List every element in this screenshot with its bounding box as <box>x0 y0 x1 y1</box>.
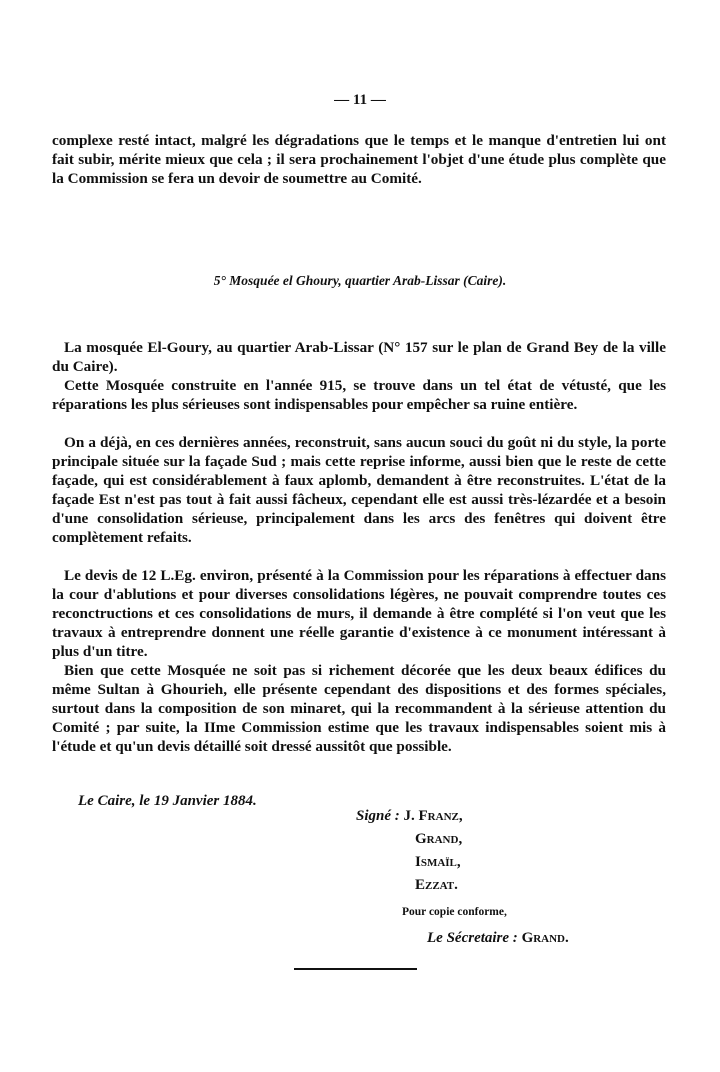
copy-note: Pour copie conforme, <box>402 906 507 918</box>
signature-name: Grand, <box>415 831 463 847</box>
secretary-name: Grand. <box>521 930 569 946</box>
signature-label: Signé : <box>356 808 400 824</box>
paragraph-reconstruction: On a déjà, en ces dernières années, reconstruit, sans aucun souci du goût ni du style, la porte principale située sur la façade Sud ; mais cette reprise informe, aussi bien que le reste de cette façade, qui est considérablement à faux aplomb, demandent à être reconstruites. L'état de la façade Est n'est pas tout à fait aussi fâcheux, cependant elle est aussi très-lézardée et a besoin d'une consolidation sérieuse, principalement dans les arcs des fenêtres qui doivent être complètement refaits. <box>52 434 666 546</box>
signature-name: Ismaïl, <box>415 854 461 870</box>
paragraph-construction: Cette Mosquée construite en l'année 915, se trouve dans un tel état de vétusté, que les réparations les plus sérieuses sont indispensables pour empêcher sa ruine entière. <box>52 377 666 413</box>
secretary-label: Le Sécretaire : <box>427 930 518 946</box>
secretary-line <box>427 930 569 947</box>
paragraph-reference: La mosquée El-Goury, au quartier Arab-Lissar (N° 157 sur le plan de Grand Bey de la ville du Caire). <box>52 339 666 375</box>
paragraph-estimate: Le devis de 12 L.Eg. environ, présenté à la Commission pour les réparations à effectuer dans la cour d'ablutions et pour diverses consolidations légères, ne pouvait comprendre toutes ces reconctructions et ces consolidations de murs, il demande à être complété si l'on veut que les travaux à entreprendre donnent une réelle garantie d'existence à ce monument intéressant à plus d'un titre. <box>52 567 666 660</box>
signature-name: Ezzat. <box>415 877 458 893</box>
paragraph-recommendation: Bien que cette Mosquée ne soit pas si richement décorée que les deux beaux édifices du même Sultan à Ghourieh, elle présente cependant des dispositions et des formes spéciales, surtout dans la composition de son minaret, qui la recommandent à la sérieuse attention du Comité ; par suite, la IIme Commission estime que les travaux indispensables soient mis à l'étude et qu'un devis détaillé soit dressé aussitôt que possible. <box>52 662 666 755</box>
page-number: — 11 — <box>334 92 386 108</box>
section-title: 5° Mosquée el Ghoury, quartier Arab-Lissar (Caire). <box>213 273 507 288</box>
intro-paragraph: complexe resté intact, malgré les dégradations que le temps et le manque d'entretien lui ont fait subir, mérite mieux que cela ; il sera prochainement l'objet d'une étude plus complète que la Commission se fera un devoir de soumettre au Comité. <box>52 132 666 187</box>
signature-block <box>356 805 463 897</box>
signature-first-line <box>356 805 463 828</box>
place-date: Le Caire, le 19 Janvier 1884. <box>78 793 257 809</box>
closing-rule <box>294 968 417 970</box>
signature-name: J. Franz, <box>403 808 463 824</box>
